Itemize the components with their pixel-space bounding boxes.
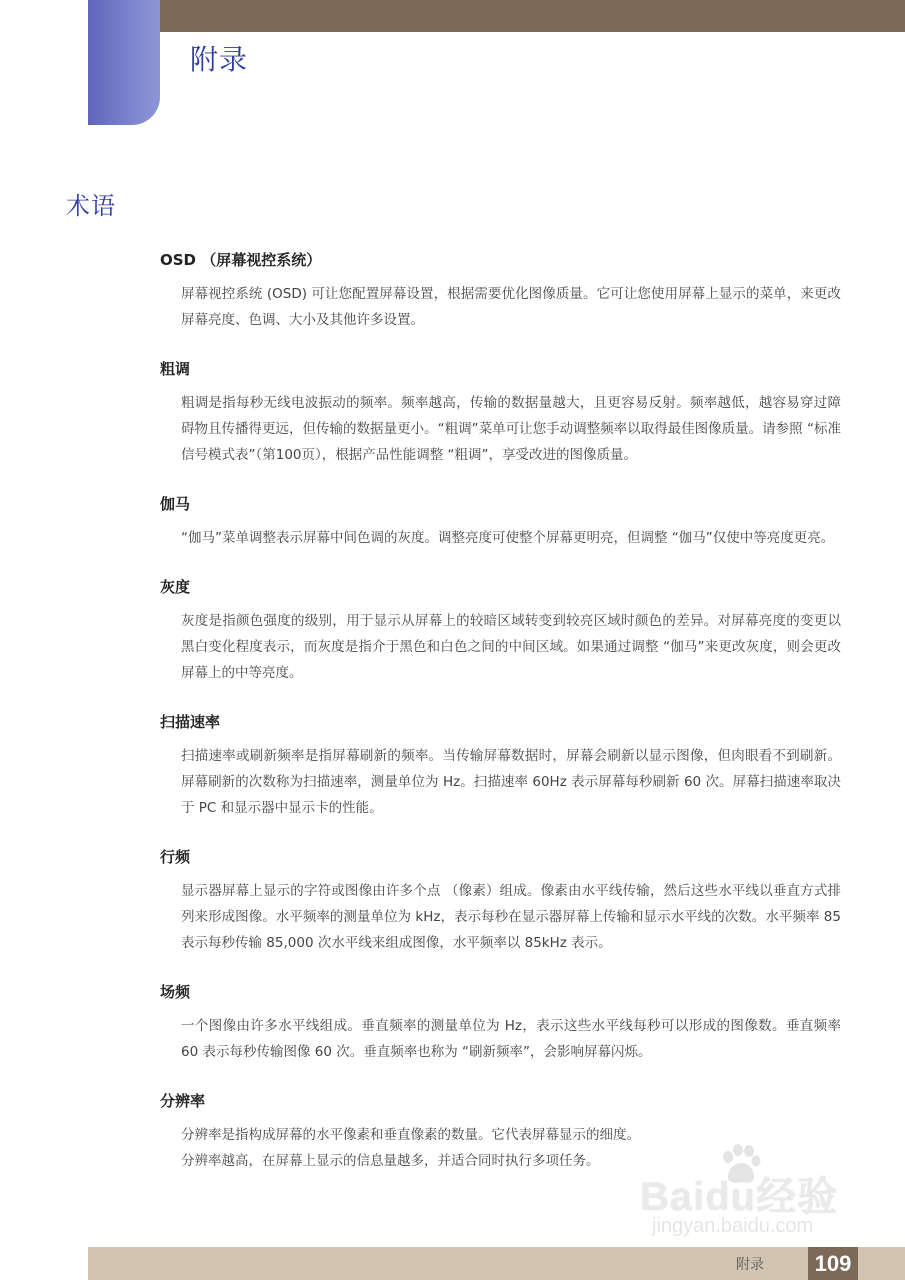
term-title: 伽马 xyxy=(160,495,191,513)
term-title: 场频 xyxy=(160,983,191,1001)
term-grayscale xyxy=(160,577,850,686)
footer-label: 附录 xyxy=(736,1257,764,1273)
watermark-url: jingyan.baidu.com xyxy=(652,1215,814,1237)
terms-list xyxy=(160,250,850,1200)
term-paragraph: 灰度是指颜色强度的级别，用于显示从屏幕上的较暗区域转变到较亮区域时颜色的差异。对屏幕亮度的变更以黑白变化程度表示，而灰度是指介于黑色和白色之间的中间区域。如果通过调整 “伽马”来更改灰度，则会更改屏幕上的中等亮度。 xyxy=(181,613,841,681)
term-gamma xyxy=(160,494,850,551)
term-paragraph: 一个图像由许多水平线组成。垂直频率的测量单位为 Hz，表示这些水平线每秒可以形成的图像数。垂直频率 60 表示每秒传输图像 60 次。垂直频率也称为 “刷新频率”，会影响屏幕闪烁。 xyxy=(181,1018,841,1060)
term-body xyxy=(181,878,841,956)
term-body xyxy=(181,743,841,821)
term-paragraph: “伽马”菜单调整表示屏幕中间色调的灰度。调整亮度可使整个屏幕更明亮，但调整 “伽马”仅使中等亮度更亮。 xyxy=(181,530,835,546)
term-vertical-frequency xyxy=(160,982,850,1065)
term-paragraph: 显示器屏幕上显示的字符或图像由许多个点 （像素）组成。像素由水平线传输，然后这些水平线以垂直方式排列来形成图像。水平频率的测量单位为 kHz，表示每秒在显示器屏幕上传输和显示水平线的次数。水平频率 85 表示每秒传输 85,000 次水平线来组成图像，水平频率以 85kHz 表示。 xyxy=(181,883,841,951)
term-paragraph: 屏幕视控系统 (OSD) 可让您配置屏幕设置，根据需要优化图像质量。它可让您使用屏幕上显示的菜单，来更改屏幕亮度、色调、大小及其他许多设置。 xyxy=(181,286,841,328)
term-paragraph: 分辨率越高，在屏幕上显示的信息量越多，并适合同时执行多项任务。 xyxy=(181,1153,600,1169)
chapter-title: 附录 xyxy=(190,43,249,76)
term-paragraph: 粗调是指每秒无线电波振动的频率。频率越高，传输的数据量越大，且更容易反射。频率越低，越容易穿过障碍物且传播得更远，但传输的数据量更小。“粗调”菜单可让您手动调整频率以取得最佳图像质量。请参照 “标准信号模式表”（第100页），根据产品性能调整 “粗调”，享受改进的图像质量。 xyxy=(181,395,841,463)
term-title: 分辨率 xyxy=(160,1092,206,1110)
term-scan-rate xyxy=(160,712,850,821)
term-body xyxy=(181,608,841,686)
term-title: 行频 xyxy=(160,848,191,866)
term-title: 灰度 xyxy=(160,578,191,596)
term-osd xyxy=(160,250,850,333)
watermark-logo: Baidu经验 xyxy=(640,1175,839,1219)
term-title: 扫描速率 xyxy=(160,713,221,731)
term-horizontal-frequency xyxy=(160,847,850,956)
term-paragraph: 扫描速率或刷新频率是指屏幕刷新的频率。当传输屏幕数据时，屏幕会刷新以显示图像，但肉眼看不到刷新。屏幕刷新的次数称为扫描速率，测量单位为 Hz。扫描速率 60Hz 表示屏幕每秒刷新 60 次。屏幕扫描速率取决于 PC 和显示器中显示卡的性能。 xyxy=(181,748,841,816)
header-bar xyxy=(160,0,905,32)
watermark xyxy=(640,1143,855,1243)
term-body xyxy=(181,281,841,333)
term-body xyxy=(181,1013,841,1065)
term-coarse xyxy=(160,359,850,468)
term-body xyxy=(181,525,841,551)
page-number: 109 xyxy=(808,1247,858,1280)
term-paragraph: 分辨率是指构成屏幕的水平像素和垂直像素的数量。它代表屏幕显示的细度。 xyxy=(181,1127,640,1143)
term-body xyxy=(181,390,841,468)
term-title: 粗调 xyxy=(160,360,191,378)
footer-bar xyxy=(88,1247,905,1280)
section-title: 术语 xyxy=(66,192,116,220)
chapter-tab xyxy=(88,0,160,125)
term-title: OSD （屏幕视控系统） xyxy=(160,251,322,269)
